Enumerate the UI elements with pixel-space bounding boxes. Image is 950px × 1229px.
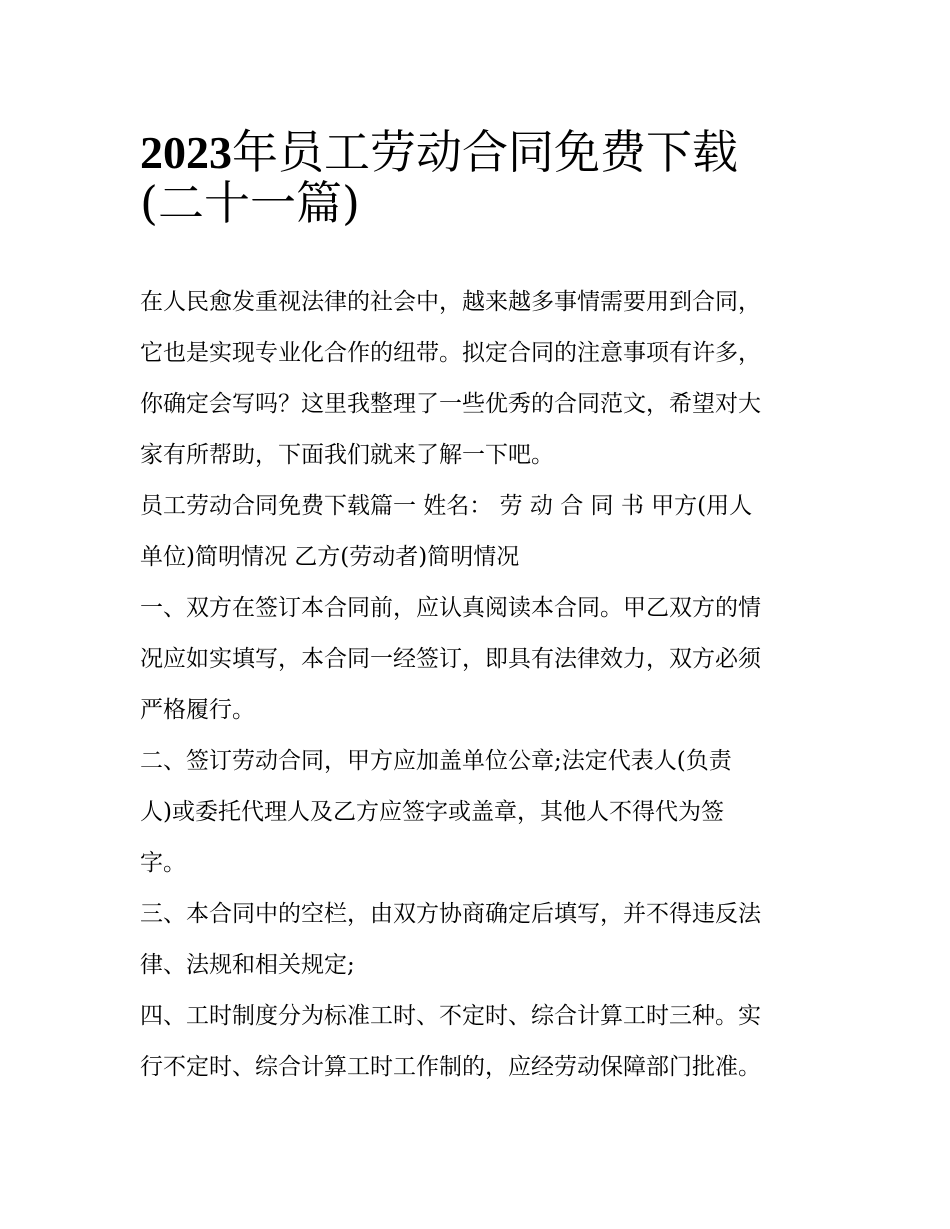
title-year: 2023	[140, 127, 232, 178]
paragraph-line: 单位)简明情况 乙方(劳动者)简明情况	[140, 544, 520, 570]
paragraph	[140, 277, 820, 481]
paragraph-line: 人)或委托代理人及乙方应签字或盖章，其他人不得代为签	[140, 799, 724, 825]
paragraph-line: 一、双方在签订本合同前，应认真阅读本合同。甲乙双方的情	[140, 595, 761, 621]
paragraph-line: 三、本合同中的空栏，由双方协商确定后填写，并不得违反法	[140, 901, 761, 927]
paragraph-line: 员工劳动合同免费下载篇一 姓名： 劳 动 合 同 书 甲方(用人	[140, 493, 753, 519]
title-line-2: (二十一篇)	[140, 176, 360, 230]
paragraph-line: 它也是实现专业化合作的纽带。拟定合同的注意事项有许多，	[140, 340, 761, 366]
paragraph-line: 二、签订劳动合同，甲方应加盖单位公章;法定代表人(负责	[140, 748, 732, 774]
paragraph	[140, 736, 820, 889]
title-text: 年员工劳动合同免费下载	[232, 125, 738, 179]
paragraph-line: 家有所帮助，下面我们就来了解一下吧。	[140, 442, 554, 468]
paragraph	[140, 583, 820, 736]
paragraph-line: 字。	[140, 850, 186, 876]
paragraph	[140, 481, 820, 583]
paragraph	[140, 991, 820, 1093]
document-title	[140, 112, 820, 230]
paragraph-line: 律、法规和相关规定;	[140, 952, 355, 978]
document-body	[140, 277, 820, 1093]
paragraph-line: 严格履行。	[140, 697, 255, 723]
title-line-1	[140, 112, 820, 179]
paragraph-line: 你确定会写吗？这里我整理了一些优秀的合同范文，希望对大	[140, 391, 761, 417]
paragraph	[140, 889, 820, 991]
paragraph-line: 况应如实填写，本合同一经签订，即具有法律效力，双方必须	[140, 646, 761, 672]
paragraph-line: 行不定时、综合计算工时工作制的，应经劳动保障部门批准。	[140, 1054, 761, 1080]
paragraph-line: 在人民愈发重视法律的社会中，越来越多事情需要用到合同，	[140, 289, 761, 315]
paragraph-line: 四、工时制度分为标准工时、不定时、综合计算工时三种。实	[140, 1003, 761, 1029]
